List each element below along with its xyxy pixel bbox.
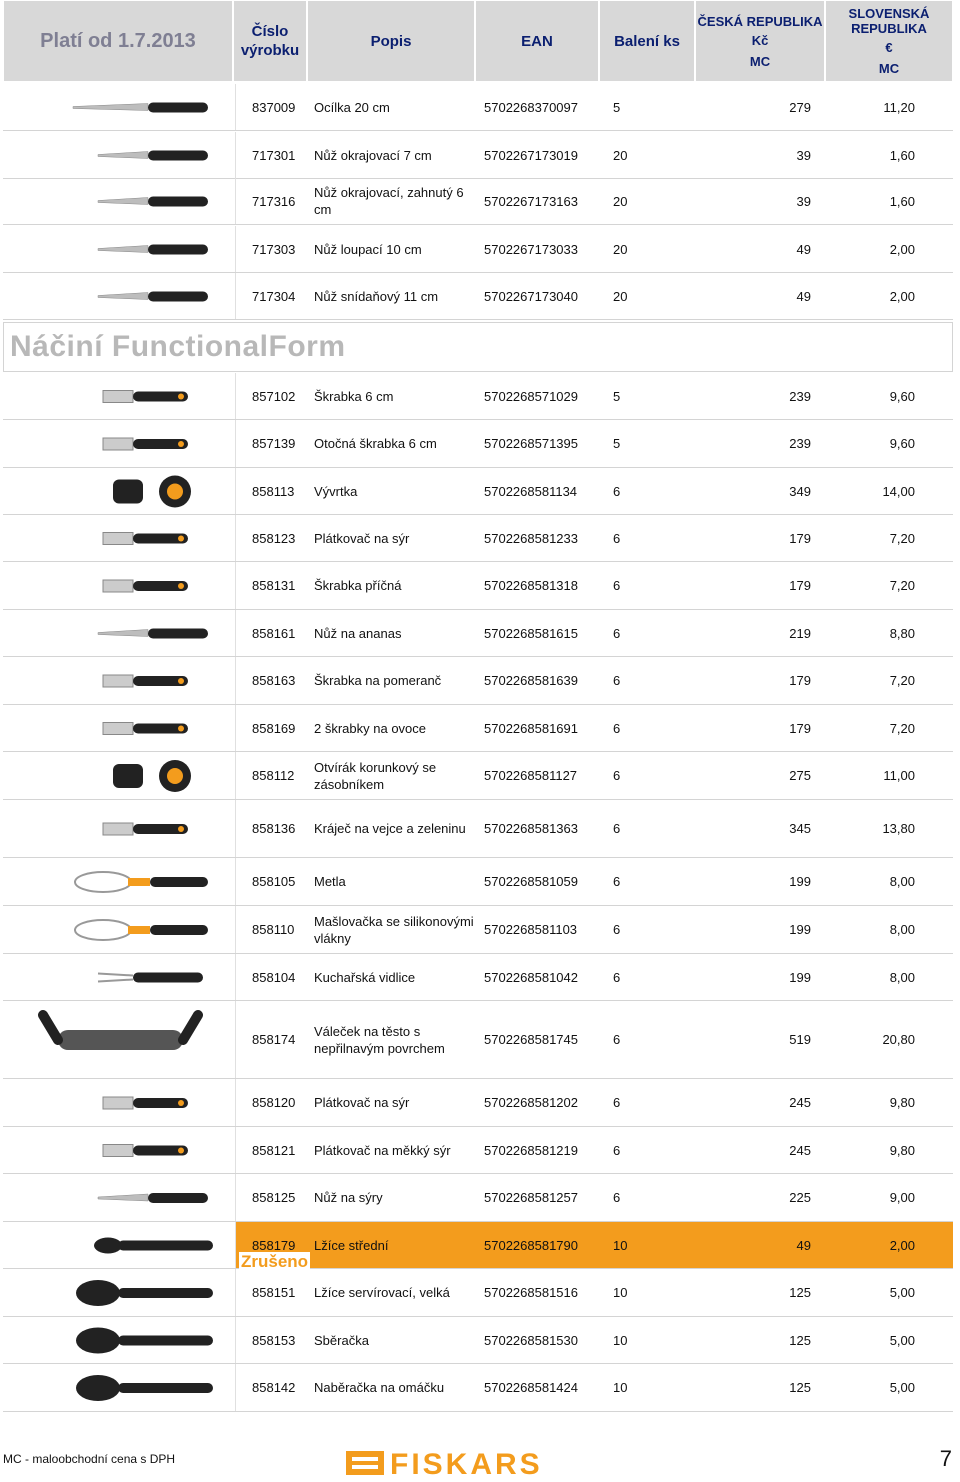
price-czk: 125	[789, 1380, 811, 1395]
product-ean: 5702268581516	[484, 1285, 578, 1300]
product-ean: 5702268581202	[484, 1095, 578, 1110]
price-eur: 9,60	[889, 436, 915, 451]
price-eur: 11,00	[883, 768, 915, 783]
product-code: 858174	[252, 1032, 296, 1047]
table-row	[3, 373, 953, 420]
product-packing: 10	[613, 1380, 628, 1395]
product-code: 858112	[252, 768, 295, 783]
product-ean: 5702268370097	[484, 99, 578, 115]
table-row	[3, 954, 953, 1001]
product-ean: 5702268581059	[484, 874, 578, 889]
product-code: 858169	[252, 720, 296, 736]
product-ean: 5702268581318	[484, 578, 578, 593]
table-row	[3, 1364, 953, 1412]
product-description: Otvírák korunkový se zásobníkem	[314, 759, 437, 792]
product-packing: 6	[613, 1142, 621, 1158]
product-description: Ocílka 20 cm	[314, 99, 390, 115]
price-eur: 11,20	[883, 99, 915, 115]
ean-header: EAN	[475, 0, 599, 82]
product-ean: 5702268581363	[484, 821, 578, 836]
table-row	[3, 226, 953, 273]
product-ean: 5702268581042	[484, 969, 578, 985]
product-description: Naběračka na omáčku	[314, 1380, 445, 1395]
product-description: Otočná škrabka 6 cm	[314, 436, 437, 451]
price-eur: 20,80	[882, 1032, 915, 1047]
table-row	[3, 1317, 953, 1364]
product-packing: 6	[613, 821, 621, 836]
product-code: 858142	[252, 1380, 296, 1395]
corkscrew-icon	[3, 468, 236, 514]
price-czk: 245	[789, 1095, 811, 1110]
table-row	[3, 178, 953, 225]
logo-text: FISKARS	[390, 1448, 543, 1477]
egg-slicer-icon	[3, 800, 236, 857]
price-czk: 49	[796, 241, 811, 257]
product-description: Metla	[314, 874, 346, 889]
table-row	[3, 1079, 953, 1127]
product-ean: 5702268581103	[484, 922, 578, 937]
price-eur: 7,20	[889, 578, 915, 593]
product-code: 858121	[252, 1142, 296, 1158]
product-code: 858104	[252, 969, 296, 985]
product-code: 858105	[252, 874, 296, 889]
cz-price-type: MC	[749, 53, 771, 69]
soft-cheese-slicer-icon	[3, 1127, 236, 1173]
product-description: Váleček na těsto s nepřilnavým povrchem	[314, 1023, 445, 1056]
product-code: 858136	[252, 821, 296, 836]
product-description: Škrabka 6 cm	[314, 388, 394, 404]
product-ean: 5702268581134	[484, 483, 578, 499]
cz-currency: Kč	[751, 32, 769, 48]
table-row	[3, 610, 953, 657]
price-czk: 125	[789, 1285, 811, 1300]
price-eur: 2,00	[889, 241, 915, 257]
price-czk: 39	[796, 193, 811, 209]
fiskars-logo	[346, 1447, 610, 1477]
product-packing: 6	[613, 530, 621, 546]
price-czk: 199	[789, 969, 811, 985]
price-eur: 8,80	[889, 625, 915, 641]
product-packing: 5	[613, 436, 621, 451]
price-eur: 14,00	[882, 483, 915, 499]
product-packing: 6	[613, 1032, 621, 1047]
price-eur: 13,80	[882, 821, 915, 836]
valid-from-label: Platí od 1.7.2013	[3, 0, 233, 82]
product-packing: 6	[613, 625, 621, 641]
product-description: Vývrtka	[314, 483, 358, 499]
product-ean: 5702268581219	[484, 1142, 578, 1158]
product-ean: 5702267173040	[484, 288, 578, 304]
price-eur: 7,20	[889, 673, 915, 688]
serving-spoon-icon	[3, 1269, 236, 1316]
product-ean: 5702267173033	[484, 241, 578, 257]
product-code: 858113	[252, 483, 295, 499]
product-code: 717301	[252, 147, 296, 163]
product-packing: 10	[613, 1332, 628, 1348]
product-ean: 5702268581615	[484, 625, 578, 641]
discontinued-stamp: Zrušeno	[241, 1252, 309, 1271]
product-ean: 5702267173163	[484, 193, 578, 209]
price-eur: 9,60	[889, 388, 915, 404]
price-czk: 519	[789, 1032, 811, 1047]
product-description: Nůž loupací 10 cm	[314, 241, 422, 257]
cheese-knife-icon	[3, 1174, 236, 1221]
sauce-ladle-icon	[3, 1364, 236, 1411]
product-ean: 5702268581691	[484, 720, 578, 736]
price-czk: 239	[789, 388, 811, 404]
section-title: Náčiní FunctionalForm	[3, 322, 953, 372]
product-code: 858179	[236, 1222, 310, 1268]
price-czk: 125	[789, 1332, 811, 1348]
rolling-pin-icon	[3, 1001, 236, 1078]
table-row	[3, 800, 953, 858]
product-code: 858120	[252, 1095, 296, 1110]
product-packing: 6	[613, 768, 621, 783]
footer-note: MC - maloobchodní cena s DPH	[3, 1452, 176, 1466]
page-number: 7	[939, 1446, 952, 1471]
product-code: 858163	[252, 673, 296, 688]
price-eur: 2,00	[889, 288, 915, 304]
product-description: Plátkovač na sýr	[314, 530, 410, 546]
packing-header: Balení ks	[599, 0, 695, 82]
product-code: 858151	[252, 1285, 296, 1300]
price-czk: 39	[796, 147, 811, 163]
price-czk: 345	[789, 821, 811, 836]
product-packing: 6	[613, 969, 621, 985]
product-ean: 5702268581424	[484, 1380, 578, 1395]
product-ean: 5702268581257	[484, 1190, 578, 1205]
price-eur: 5,00	[889, 1332, 915, 1348]
peeling-knife-icon	[3, 226, 236, 272]
table-row	[3, 468, 953, 515]
product-packing: 5	[613, 99, 621, 115]
table-row	[3, 562, 953, 610]
product-description: Kráječ na vejce a zeleninu	[314, 821, 466, 836]
product-code: 717304	[252, 288, 296, 304]
sharpening-steel-icon	[3, 84, 236, 130]
product-ean: 5702268581530	[484, 1332, 578, 1348]
price-eur: 7,20	[889, 720, 915, 736]
price-eur: 5,00	[889, 1380, 915, 1395]
table-row	[3, 132, 953, 179]
product-code: 858125	[252, 1190, 296, 1205]
price-eur: 1,60	[889, 193, 915, 209]
product-description: Nůž na sýry	[314, 1190, 383, 1205]
table-row	[3, 515, 953, 562]
product-description: Nůž snídaňový 11 cm	[314, 288, 439, 304]
product-packing: 6	[613, 1095, 621, 1110]
table-row	[3, 1222, 953, 1269]
price-eur: 8,00	[889, 969, 915, 985]
price-czk: 49	[796, 288, 811, 304]
table-row	[3, 1269, 953, 1317]
table-header	[3, 0, 953, 82]
product-packing: 6	[613, 578, 621, 593]
product-packing: 10	[611, 1222, 697, 1268]
price-eur: 9,00	[889, 1190, 915, 1205]
product-code: 858161	[252, 625, 296, 641]
product-code: 858123	[252, 530, 296, 546]
table-row	[3, 657, 953, 705]
price-czk: 279	[789, 99, 811, 115]
product-code: 858131	[252, 578, 296, 593]
price-eur: 5,00	[889, 1285, 915, 1300]
swivel-peeler-icon	[3, 420, 236, 467]
product-code: 857139	[252, 436, 296, 451]
product-description: 2 škrabky na ovoce	[314, 720, 427, 736]
price-czk: 199	[789, 874, 811, 889]
price-czk: 49	[697, 1222, 829, 1268]
breakfast-knife-icon	[3, 273, 236, 319]
product-packing: 20	[613, 241, 628, 257]
table-row	[3, 420, 953, 468]
product-description: Sběračka	[314, 1332, 369, 1348]
price-eur: 9,80	[889, 1095, 915, 1110]
product-code: 857102	[252, 388, 296, 404]
medium-spoon-icon	[3, 1222, 236, 1268]
product-description: Plátkovač na měkký sýr	[314, 1142, 451, 1158]
bottle-opener-icon	[3, 752, 236, 799]
product-packing: 5	[613, 388, 621, 404]
pineapple-knife-icon	[3, 610, 236, 656]
product-code: 858153	[252, 1332, 296, 1348]
price-czk: 275	[789, 768, 811, 783]
product-packing: 6	[613, 483, 621, 499]
product-ean: 5702268581790	[478, 1222, 611, 1268]
sk-price-type: MC	[878, 61, 900, 76]
product-description: Nůž okrajovací, zahnutý 6 cm	[314, 185, 464, 217]
product-ean: 5702268581233	[484, 530, 578, 546]
y-peeler-icon	[3, 562, 236, 609]
price-czk: 179	[789, 673, 811, 688]
product-description: Škrabka na pomeranč	[314, 673, 442, 688]
price-eur: 1,60	[889, 147, 915, 163]
product-description: Nůž okrajovací 7 cm	[314, 147, 432, 163]
table-row	[3, 752, 953, 800]
product-packing: 20	[613, 193, 628, 209]
price-czk: 225	[789, 1190, 811, 1205]
price-czk: 349	[789, 483, 811, 499]
product-packing: 20	[613, 288, 628, 304]
cheese-slicer-icon	[3, 515, 236, 561]
table-row	[3, 84, 953, 131]
price-eur: 8,00	[889, 922, 915, 937]
curved-paring-knife-icon	[3, 178, 236, 224]
product-description: Škrabka příčná	[314, 578, 402, 593]
orange-peeler-icon	[3, 657, 236, 704]
price-eur: 8,00	[889, 874, 915, 889]
table-row	[3, 705, 953, 752]
price-czk: 239	[789, 436, 811, 451]
product-description: Plátkovač na sýr	[314, 1095, 410, 1110]
cz-country: ČESKÁ REPUBLIKA	[697, 13, 823, 29]
code-header: Číslo výrobku	[233, 0, 307, 82]
price-czk: 179	[789, 530, 811, 546]
sk-currency: €	[885, 40, 893, 55]
product-packing: 6	[613, 922, 621, 937]
product-code: 717316	[252, 193, 296, 209]
table-row	[3, 1127, 953, 1174]
product-ean: 5702268581745	[484, 1032, 578, 1047]
product-ean: 5702267173019	[484, 147, 578, 163]
product-packing: 6	[613, 1190, 621, 1205]
pastry-brush-icon	[3, 906, 236, 953]
product-ean: 5702268581639	[484, 673, 578, 688]
fruit-peelers-icon	[3, 705, 236, 751]
price-czk: 179	[789, 578, 811, 593]
product-packing: 20	[613, 147, 628, 163]
czech-price-header	[695, 0, 825, 82]
table-row	[3, 1001, 953, 1079]
table-row	[3, 858, 953, 906]
product-description: Kuchařská vidlice	[314, 969, 416, 985]
product-packing: 6	[613, 673, 621, 688]
carving-fork-icon	[3, 954, 236, 1000]
product-packing: 6	[613, 720, 621, 736]
whisk-icon	[3, 858, 236, 905]
product-description: Lžíce servírovací, velká	[314, 1285, 450, 1300]
product-ean: 5702268581127	[484, 768, 578, 783]
price-czk: 179	[789, 720, 811, 736]
product-packing: 10	[613, 1285, 628, 1300]
peeler-icon	[3, 373, 236, 419]
price-czk: 219	[789, 625, 811, 641]
product-description: Mašlovačka se silikonovými vlákny	[314, 913, 474, 946]
paring-knife-icon	[3, 132, 236, 178]
price-czk: 199	[789, 922, 811, 937]
product-description: Lžíce střední	[310, 1222, 478, 1268]
skimmer-icon	[3, 1317, 236, 1363]
price-eur: 2,00	[829, 1222, 953, 1268]
product-code: 717303	[252, 241, 296, 257]
cheese-plane-icon	[3, 1079, 236, 1126]
product-code: 837009	[252, 99, 296, 115]
price-eur: 9,80	[889, 1142, 915, 1158]
slovak-price-header	[825, 0, 953, 82]
price-eur: 7,20	[889, 530, 915, 546]
table-row	[3, 1174, 953, 1222]
table-row	[3, 273, 953, 320]
price-czk: 245	[789, 1142, 811, 1158]
sk-country: SLOVENSKÁ REPUBLIKA	[848, 6, 930, 36]
product-packing: 6	[613, 874, 621, 889]
product-ean: 5702268571029	[484, 388, 578, 404]
product-description: Nůž na ananas	[314, 625, 402, 641]
product-code: 858110	[252, 922, 295, 937]
description-header: Popis	[307, 0, 475, 82]
product-ean: 5702268571395	[484, 436, 578, 451]
table-row	[3, 906, 953, 954]
